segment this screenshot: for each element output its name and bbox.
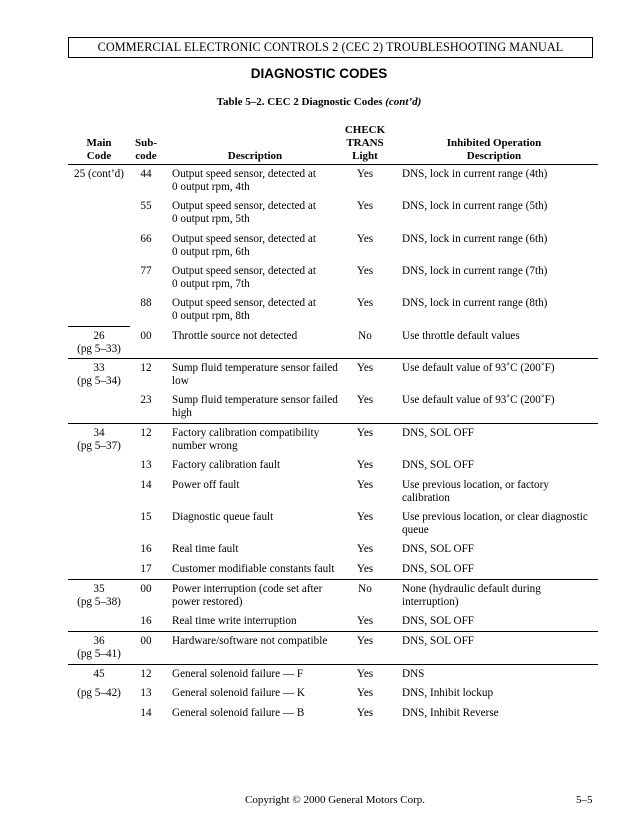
header-inhibited-line-2: Description [466,150,522,162]
cell-description-line: Factory calibration fault [172,459,281,471]
header-inhibited-line-1: Inhibited Operation [446,137,542,149]
cell-inhibited-operation [402,459,598,472]
cell-inhibited-operation-line: queue [402,523,429,536]
cell-check-trans-light: Yes [356,615,374,627]
cell-inhibited-operation [402,362,598,375]
cell-check-trans-light: Yes [356,563,374,575]
cell-check-trans-light: Yes [356,168,374,180]
cell-inhibited-operation-line: Use previous location, or clear diagnostic [402,511,588,523]
cell-inhibited-operation-line: DNS, lock in current range (5th) [402,200,548,212]
cell-description-line: Customer modifiable constants fault [172,563,335,575]
cell-description [172,168,350,193]
cell-inhibited-operation-line: DNS, lock in current range (6th) [402,233,548,245]
cell-check-trans-light: Yes [356,687,374,699]
cell-description [172,233,350,258]
cell-inhibited-operation-line: Use default value of 93˚C (200˚F) [402,394,555,406]
cell-main-code [68,330,130,355]
header-main-code [68,137,130,163]
table-caption [0,96,638,108]
cell-subcode: 17 [140,563,152,575]
cell-subcode: 00 [140,330,152,342]
cell-main-code-line: (pg 5–37) [77,439,121,452]
cell-description-line: Diagnostic queue fault [172,511,274,523]
cell-check-trans-light: Yes [356,265,374,277]
header-main-code-line-1: Main [86,137,112,149]
cell-check-trans-light: Yes [356,200,374,212]
cell-main-code-line: 33 [93,362,105,374]
header-check-line-2: TRANS [346,137,384,149]
cell-description-line: 0 output rpm, 7th [172,277,250,290]
cell-inhibited-operation-line: DNS, lock in current range (4th) [402,168,548,180]
footer-page-number: 5–5 [576,794,593,806]
cell-description-line: Power interruption (code set after [172,583,323,595]
cell-description-line: Output speed sensor, detected at [172,168,317,180]
cell-description [172,583,350,608]
cell-inhibited-operation-line: Use throttle default values [402,330,520,342]
footer-copyright: Copyright © 2000 General Motors Corp. [245,794,426,806]
cell-main-code [68,668,130,681]
cell-description [172,265,350,290]
cell-subcode: 00 [140,583,152,595]
cell-inhibited-operation [402,563,598,576]
cell-description [172,615,350,628]
cell-description [172,511,350,524]
cell-inhibited-operation-line: interruption) [402,595,459,608]
header-main-code-line-2: Code [86,150,112,162]
cell-subcode: 44 [140,168,152,180]
cell-description [172,297,350,322]
cell-description-line: 0 output rpm, 4th [172,180,250,193]
cell-main-code [68,427,130,452]
cell-check-trans-light: Yes [356,362,374,374]
cell-check-trans-light: Yes [356,707,374,719]
cell-check-trans-light: Yes [356,394,374,406]
cell-inhibited-operation-line: DNS, SOL OFF [402,543,475,555]
table-caption-text: Table 5–2. CEC 2 Diagnostic Codes [216,96,383,108]
cell-description-line: Output speed sensor, detected at [172,200,317,212]
cell-description-line: General solenoid failure — F [172,668,304,680]
cell-description-line: General solenoid failure — K [172,687,305,699]
cell-main-code-line: (pg 5–34) [77,374,121,387]
cell-inhibited-operation [402,668,598,681]
cell-description-line: 0 output rpm, 5th [172,212,250,225]
cell-subcode: 12 [140,668,152,680]
group-divider-45 [68,664,598,665]
cell-check-trans-light: Yes [356,479,374,491]
cell-inhibited-operation [402,265,598,278]
cell-description [172,707,350,720]
cell-inhibited-operation [402,427,598,440]
header-inhibited-operation [398,137,590,163]
cell-inhibited-operation [402,168,598,181]
cell-inhibited-operation-line: DNS, Inhibit lockup [402,687,494,699]
cell-inhibited-operation [402,615,598,628]
manual-title-header [68,37,593,58]
cell-subcode: 16 [140,543,152,555]
cell-inhibited-operation [402,200,598,213]
cell-subcode: 66 [140,233,152,245]
header-check-trans-light [340,124,390,163]
cell-inhibited-operation [402,687,598,700]
cell-description-line: 0 output rpm, 6th [172,245,250,258]
cell-description-line: number wrong [172,439,238,452]
cell-subcode: 16 [140,615,152,627]
cell-inhibited-operation-line: DNS, SOL OFF [402,563,475,575]
cell-check-trans-light: Yes [356,459,374,471]
cell-main-code-line: (pg 5–33) [77,342,121,355]
cell-inhibited-operation-line: Use previous location, or factory [402,479,549,491]
header-subcode-line-2: code [135,150,157,162]
cell-main-code [68,635,130,660]
cell-inhibited-operation [402,297,598,310]
header-description: Description [227,150,283,162]
cell-check-trans-light: Yes [356,543,374,555]
cell-inhibited-operation-line: DNS, SOL OFF [402,459,475,471]
cell-description [172,563,350,576]
cell-inhibited-operation [402,330,598,343]
cell-subcode: 88 [140,297,152,309]
cell-main-code-line: (pg 5–38) [77,595,121,608]
cell-description [172,459,350,472]
cell-description-line: Factory calibration compatibility [172,427,320,439]
cell-description-line: Sump fluid temperature sensor failed [172,394,338,406]
cell-main-code-line: (pg 5–42) [77,687,121,699]
cell-check-trans-light: Yes [356,427,374,439]
cell-inhibited-operation [402,233,598,246]
cell-check-trans-light: Yes [356,635,374,647]
cell-inhibited-operation-line: DNS, lock in current range (7th) [402,265,548,277]
cell-description-line: low [172,374,189,387]
cell-description-line: Hardware/software not compatible [172,635,328,647]
group-divider-26 [68,326,130,327]
cell-subcode: 14 [140,707,152,719]
cell-inhibited-operation [402,543,598,556]
cell-main-code [68,168,130,181]
cell-check-trans-light: No [358,330,372,342]
cell-description [172,330,350,343]
group-divider-36 [68,631,598,632]
cell-description-line: Output speed sensor, detected at [172,297,317,309]
cell-inhibited-operation-line: DNS, Inhibit Reverse [402,707,499,719]
cell-main-code-line: 36 [93,635,105,647]
cell-main-code-line: 25 (cont’d) [73,168,125,180]
cell-inhibited-operation [402,479,598,504]
cell-inhibited-operation-line: None (hydraulic default during [402,583,541,595]
cell-check-trans-light: Yes [356,297,374,309]
cell-subcode: 13 [140,687,152,699]
cell-inhibited-operation-line: DNS, lock in current range (8th) [402,297,548,309]
cell-description [172,479,350,492]
cell-inhibited-operation-line: DNS, SOL OFF [402,427,475,439]
cell-main-code-line: 26 [93,330,105,342]
cell-main-code-line: (pg 5–41) [77,647,121,660]
group-divider-34 [68,423,598,424]
cell-subcode: 23 [140,394,152,406]
cell-subcode: 14 [140,479,152,491]
cell-inhibited-operation-line: Use default value of 93˚C (200˚F) [402,362,555,374]
cell-subcode: 13 [140,459,152,471]
header-check-line-3: Light [352,150,378,162]
cell-check-trans-light: Yes [356,233,374,245]
cell-description-line: high [172,406,192,419]
cell-check-trans-light: Yes [356,511,374,523]
cell-inhibited-operation-line: DNS, SOL OFF [402,635,475,647]
cell-main-code [68,687,130,700]
cell-subcode: 15 [140,511,152,523]
group-divider-33 [68,358,598,359]
table-caption-cont: (cont’d) [385,96,422,108]
cell-description-line: Real time write interruption [172,615,297,627]
cell-inhibited-operation [402,511,598,536]
section-title: DIAGNOSTIC CODES [250,66,388,81]
cell-description [172,543,350,556]
cell-description-line: 0 output rpm, 8th [172,309,250,322]
cell-inhibited-operation [402,707,598,720]
cell-inhibited-operation [402,583,598,608]
cell-subcode: 00 [140,635,152,647]
cell-description-line: Throttle source not detected [172,330,298,342]
cell-subcode: 12 [140,427,152,439]
cell-description [172,668,350,681]
header-subcode [131,137,161,163]
cell-description [172,635,350,648]
cell-check-trans-light: Yes [356,668,374,680]
cell-description [172,362,350,387]
cell-description [172,394,350,419]
cell-description-line: Power off fault [172,479,240,491]
header-subcode-line-1: Sub- [134,137,158,149]
cell-description [172,687,350,700]
cell-inhibited-operation [402,635,598,648]
cell-check-trans-light: No [358,583,372,595]
cell-description-line: Output speed sensor, detected at [172,265,317,277]
cell-main-code-line: 45 [93,668,105,680]
cell-inhibited-operation-line: calibration [402,491,450,504]
cell-description-line: Sump fluid temperature sensor failed [172,362,338,374]
cell-subcode: 12 [140,362,152,374]
cell-description-line: Real time fault [172,543,239,555]
cell-description [172,427,350,452]
header-check-line-1: CHECK [344,124,386,136]
cell-main-code-line: 35 [93,583,105,595]
cell-description-line: power restored) [172,595,243,608]
cell-inhibited-operation [402,394,598,407]
cell-description-line: General solenoid failure — B [172,707,305,719]
group-divider-35 [68,579,598,580]
cell-subcode: 77 [140,265,152,277]
cell-subcode: 55 [140,200,152,212]
cell-description [172,200,350,225]
cell-inhibited-operation-line: DNS [402,668,425,680]
cell-main-code [68,362,130,387]
cell-main-code-line: 34 [93,427,105,439]
manual-title: COMMERCIAL ELECTRONIC CONTROLS 2 (CEC 2) TROUBLESHOOTING MANUAL [97,40,564,54]
cell-description-line: Output speed sensor, detected at [172,233,317,245]
cell-inhibited-operation-line: DNS, SOL OFF [402,615,475,627]
header-rule [68,164,598,165]
cell-main-code [68,583,130,608]
